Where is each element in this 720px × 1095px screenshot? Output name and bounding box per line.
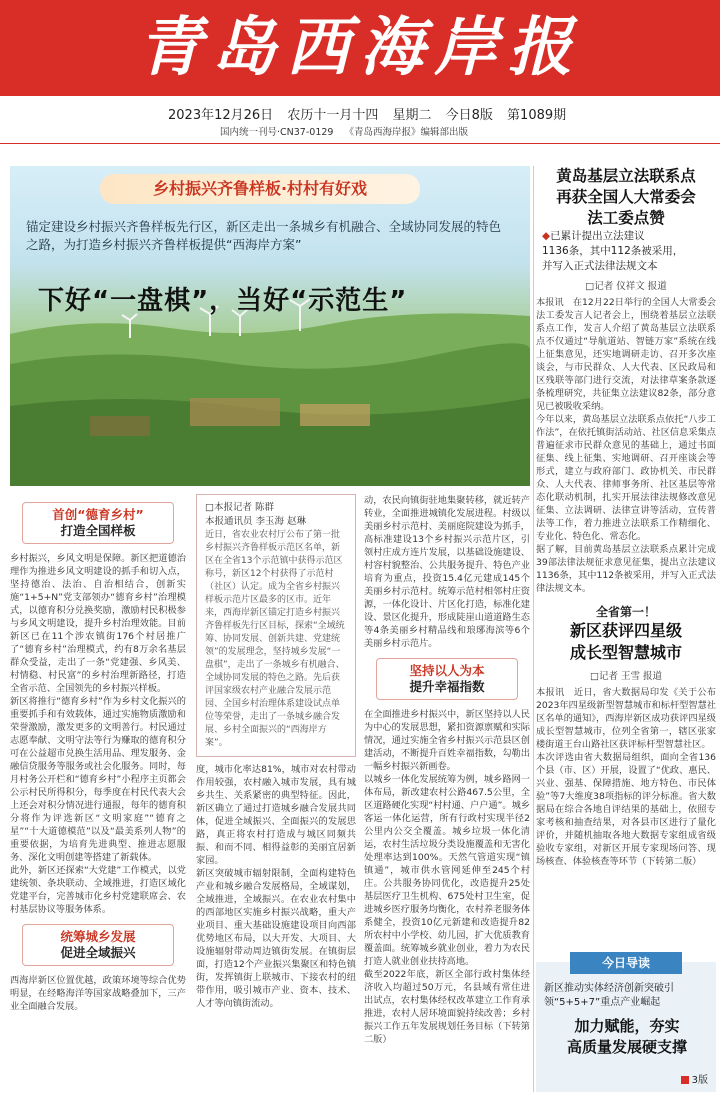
story-smart-city — [536, 603, 716, 868]
diamond-icon: ◆ — [542, 230, 551, 242]
subheading-line: 坚持以人为本 — [409, 663, 485, 678]
subheading-line: 打造全国样板 — [60, 523, 136, 538]
story-headline — [536, 620, 716, 664]
subheadline-text: 已累计提出立法建议 — [550, 230, 645, 242]
date-row — [168, 104, 576, 123]
subheading — [29, 929, 167, 961]
story-kicker: 全省第一！ — [595, 605, 656, 619]
byline-box — [196, 494, 356, 757]
issue-date: 2023年12月26日 — [168, 108, 274, 123]
section-banner: 乡村振兴齐鲁样板·村村有好戏 — [100, 174, 420, 204]
reporter-byline: □本报记者 陈群 — [205, 502, 274, 513]
subheading-box — [22, 924, 174, 966]
paragraph: 在全面推进乡村振兴中，新区坚持以人民为中心的发展思想，紧扣资源禀赋和实际情况，通过实施全省乡村振兴示范县区创建活动，不断提升百姓幸福指数，勾勒出一幅乡村振兴新画卷。 — [364, 709, 530, 772]
masthead — [0, 0, 720, 96]
summary-quote: 近日，省农业农村厅公布了第一批乡村振兴齐鲁样板示范区名单，新区在全省13个示范镇中获得示范区称号，新区12个村获得了示范村（社区）认定。成为全省乡村振兴样板示范片区最多的区市。近年来，西海岸新区锚定打造乡村振兴齐鲁样板先行区目标，探索“全域统筹、协同发展、创新共建、党建统领”的发展理念，坚持城乡发展“一盘棋”，走出了一条城乡有机融合、全域协同发展的特色之路。先后获评国家级农村产业融合发展示范园、全国乡村治理体系建设试点单位等荣誉，走出了一条城乡融合发展、乡村全面振兴的“西海岸方案”。 — [205, 530, 345, 748]
subheading-line: 首创“德育乡村” — [52, 507, 144, 522]
headline-line: 法工委点赞 — [587, 209, 665, 227]
story-headline — [536, 166, 716, 229]
story-byline: □记者 仪祥文 报道 — [585, 281, 667, 292]
subheadline-line: 并写入正式法律法规文本 — [542, 260, 658, 272]
editor-line: 《青岛西海岸报》编辑部出版 — [344, 127, 468, 138]
paragraph: 度，城市化率达81%，城市对农村带动作用较强，农村融入城市发展，具有城乡共生、关系紧密的典型特征。因此，新区确立了通过打造城乡融合发展共同体，促进全域振兴、全面振兴的发展思路，真正将农村打造成与城区同频共振、和而不同、相得益彰的美丽宜居新家园。 — [196, 764, 356, 866]
subheading-box — [376, 658, 518, 700]
guide-subheadline: 新区推动实体经济创新突破引领“5+5+7”重点产业崛起 — [544, 983, 674, 1008]
weekday: 星期二 — [392, 108, 432, 123]
guide-headline — [544, 1016, 710, 1058]
page-reference[interactable]: 3版 — [681, 1071, 708, 1086]
paragraph: 以城乡一体化发展统筹为例，城乡路网一体布局，新改建农村公路467.5公里，全区道路硬化实现“村村通、户户通”。城乡客运一体化运营，所有行政村实现半径2公里内公交全覆盖。城乡垃圾一体化清运，农村生活垃圾分类设施覆盖和无害化处理率达到100%。天然气管道实现“镇镇通”，城市供水管网延伸至245个村庄。公共服务协同优化，改造提升25处基层医疗卫生机构、675处村卫生室，促进城乡医疗服务均衡化，农村养老服务体系健全，投资10亿元新建和改造提升82所农村中小学校、幼儿园，扩大优质教育覆盖面。统筹城乡就业创业，着力为农民打造人就业创业扶持高地。 — [364, 774, 530, 967]
article-column-1 — [10, 494, 186, 1092]
paragraph: 本报讯 近日，省大数据局印发《关于公布2023年四星级新型智慧城市和标杆型智慧社区名单的通知》，西海岸新区成功获评四星级成长型智慧城市，位列全省第一，辖区张家楼街道王台山路社区获评标杆型智慧社区。 — [536, 687, 716, 750]
paragraph: 据了解，目前黄岛基层立法联系点累计完成39部法律法规征求意见征集，提出立法建议1136条，其中112条被采用，并写入正式法律法规文本。 — [536, 544, 716, 594]
subheading-line: 统筹城乡发展 — [60, 929, 136, 944]
today-guide-box[interactable] — [536, 956, 716, 1092]
today-guide-tab: 今日导读 — [570, 952, 682, 974]
paragraph: 乡村振兴，乡风文明是保障。新区把道德治理作为推进乡风文明建设的抓手和切入点，坚持德治、法治、自治相结合，创新实施“1+5+N”党支部领办“德育乡村”治理模式，以德育积分兑换奖励，激励村民积极参与乡风文明建设，提升乡村治理效能。目前新区已在11个涉农镇街176个村居推广了“德育乡村”治理模式，约有8万余名基层群众受益，走出了一条“党建强、乡风美、村情稳、村民富”的乡村治理新路径，打造全省示范、全国领先的乡村振兴样板。 — [10, 553, 186, 694]
headline-line: 高质量发展硬支撑 — [566, 1038, 687, 1056]
paragraph: 此外，新区还探索“大党建”工作模式，以党建统领、条块联动、全域推进，打造区域化党建平台，完善城市化乡村党建联席会、农村基层协议等服务体系。 — [10, 865, 186, 915]
story-legislation — [536, 166, 716, 595]
subheadline-line: 1136条，其中112条被采用， — [542, 245, 684, 257]
cn-number: 国内统一刊号·CN37-0129 — [220, 127, 334, 138]
headline-line: 再获全国人大常委会 — [556, 188, 696, 206]
article-column-3 — [364, 494, 530, 1092]
article-column-2 — [196, 494, 356, 1092]
paragraph: 今年以来，黄岛基层立法联系点依托“八步工作法”，在依托镇街活动站、社区信息采集点普遍征求市民群众意见的基础上，通过书面征集、线上征集、实地调研、召开座谈会等形式，建立与政府部门、政协机关、市民群众、人大代表、律师事务所、社区基层等常态化联动机制，扎实开展法律法规修改意见征集、立法调研、法律宣讲等活动，宣传普法等工作，着力推进立法联系工作精细化、专业化、特色化、常态化。 — [536, 414, 716, 542]
lunar-date: 农历十一月十四 — [287, 108, 379, 123]
issue-number: 第1089期 — [507, 108, 567, 123]
lead-headline: 下好“一盘棋”，当好“示范生” — [38, 286, 408, 316]
paragraph: 新区将推行“德育乡村”作为乡村文化振兴的重要抓手和有效载体，通过实施物质激励和荣誉激励，激发更多的文明善行。村民通过志愿奉献、文明守法等行为赚取的德育积分可在公益超市兑换生活用品、理发服务、金融信贷服务等服务或社会化服务。同时，每月村务公开栏和“德育乡村”小程序主页都会公示村民所得积分，每季度在村民代表大会上还会对积分情况进行通报，每年的德育积分将作为评选新区“文明家庭”“德育之星”“十大道德模范”以及“最美系列人物”的重要依据，为培育先进典型、推进志愿服务、深化文明创建等搭建了新载体。 — [10, 696, 186, 863]
lead-photo — [10, 166, 530, 486]
subheading-line: 提升幸福指数 — [409, 679, 485, 694]
paragraph: 本次评选由省大数据局组织，面向全省136个县（市、区）开展，设置了“优政、惠民、兴业、强基、保障措施、地方特色、市民体验”等7大维度38项指标的评分标准。省大数据局在综合各地自评结果的基础上，依照专家考核和抽查结果，对各县市区进行了量化评价，并随机抽取各地大数据专家组成省级验收专家组，对新区开展专家现场问答、现场核查、体验核查等环节（下转第二版） — [536, 752, 716, 867]
headline-line: 加力赋能，夯实 — [574, 1017, 680, 1035]
story-subheadline — [536, 229, 716, 274]
headline-line: 新区获评四星级 — [569, 621, 682, 640]
headline-line: 黄岛基层立法联系点 — [556, 167, 696, 185]
paragraph: 新区突破城市辐射限制，全面构建特色产业和城乡融合发展格局，全域谋划，全域推进，全域振兴。在农业农村集中的西部地区实施乡村振兴战略，重大产业项目、重大基础设施建设项目向西部优势地区布局，以大开发、大项目、大设施辐射带动周边镇街发展。在镇街层面，打造12个产业振兴集聚区和特色镇街，发挥镇街上联城市、下接农村的纽带作用，吸引城市产业、资本、技术、人才等向镇街流动。 — [196, 868, 356, 1009]
newspaper-title: 青岛西海岸报 — [138, 10, 582, 85]
correspondent-byline: 本报通讯员 李玉海 赵琳 — [205, 516, 307, 527]
subheading — [29, 507, 167, 539]
countryside-photo — [10, 166, 530, 486]
story-byline: □记者 王雪 报道 — [589, 671, 662, 682]
paragraph: 本报讯 在12月22日举行的全国人大常委会法工委发言人记者会上，围绕着基层立法联系点工作，发言人介绍了黄岛基层立法联系点不仅通过“导航道站、智链万家”系统在线上征集意见，还实地调研走访、召开多次座谈会，与市民群众、人大代表、区民政局和区残联等部门进行交流，对法律草案条款逐条梳理研究，共征集立法建议82条，部分意见已被吸收采纳。 — [536, 297, 716, 412]
subheading-line: 促进全域振兴 — [60, 945, 136, 960]
subheadline-line — [542, 229, 716, 244]
dateline — [0, 100, 720, 144]
subheading-box — [22, 502, 174, 544]
column-divider — [533, 166, 534, 1092]
subheading — [383, 663, 511, 695]
lead-intro: 锚定建设乡村振兴齐鲁样板先行区，新区走出一条城乡有机融合、全域协同发展的特色之路，为打造乡村振兴齐鲁样板提供“西海岸方案” — [26, 219, 502, 252]
page-count: 今日8版 — [445, 108, 493, 123]
publication-info — [220, 124, 476, 138]
paragraph: 动，农民向镇街驻地集聚转移，就近转产转业，全面推进城镇化发展进程。村级以美丽乡村示范村、美丽庭院建设为抓手，高标准建设13个乡村振兴示范片区，引领村庄成方连片发展，以基础设施建设、村容村貌整治、公共服务提升、特色产业培育为重点，投资15.4亿元建成145个美丽乡村示范村。统筹示范村相邻村庄资源，一体化设计、片区化打造，标准化建设、景区化提升，形成陡崖山道道路生态等4条美丽乡村精品线和琅琊海滨等6个美丽乡村示范片。 — [364, 495, 530, 649]
paragraph: 截至2022年底，新区全部行政村集体经济收入均超过50万元，名县域有常住进出试点，农村集体经权改革建立工作育承推进，农村人居环境面貌持续改善；乡村振兴工作五年发展规划任务目标（下转第二版） — [364, 969, 530, 1045]
headline-line: 成长型智慧城市 — [569, 643, 682, 662]
paragraph: 西海岸新区位置优越，政策环境等综合优势明显，在经略海洋等国家战略叠加下，三产业全面融合发展。 — [10, 975, 186, 1012]
